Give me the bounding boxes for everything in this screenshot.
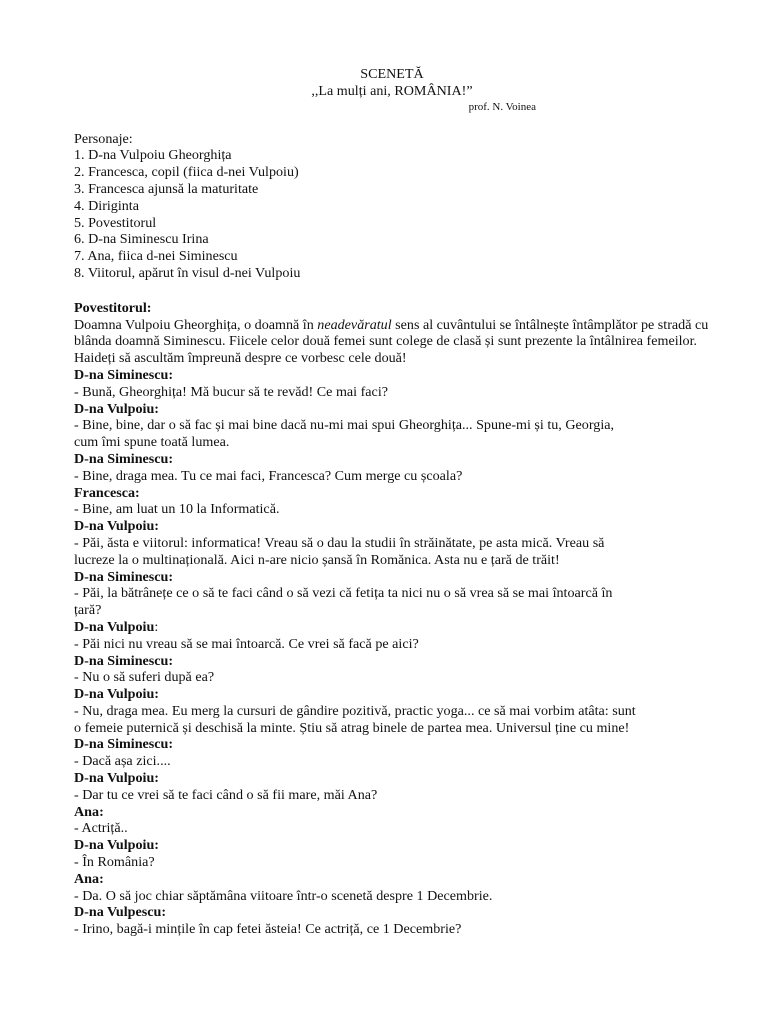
character-item: 6. D-na Siminescu Irina (74, 231, 209, 248)
speaker-label: D-na Vulpoiu: (74, 518, 159, 535)
dialogue-line: - În România? (74, 854, 155, 871)
speaker-label: Povestitorul: (74, 299, 152, 316)
character-item: 5. Povestitorul (74, 214, 157, 231)
dialogue-line: - Păi nici nu vreau să se mai întoarcă. Ce vrei să facă pe aici? (74, 635, 419, 652)
dialogue-line: - Nu o să suferi după ea? (74, 669, 215, 686)
speaker-label: D-na Siminescu: (74, 652, 174, 669)
speaker-label: D-na Siminescu: (74, 736, 174, 753)
character-item: 1. D-na Vulpoiu Gheorghița (74, 147, 232, 164)
intro-text: Doamna Vulpoiu Gheorghița, o doamnă în (74, 316, 318, 333)
title-block (80, 66, 704, 100)
speaker-label: D-na Vulpoiu: (74, 400, 159, 417)
dialogue-line: - Da. O să joc chiar săptămâna viitoare într-o scenetă despre 1 Decembrie. (74, 887, 493, 904)
spacer (74, 114, 704, 131)
document-subtitle: ,,La mulți ani, ROMÂNIA!” (311, 82, 473, 99)
dialogue-line: - Bine, am luat un 10 la Informatică. (74, 501, 280, 518)
dialogue-line: o femeie puternică și deschisă la minte. Știu să atrag binele de partea mea. Universul ține cu mine! (74, 719, 630, 736)
speaker-label: D-na Siminescu: (74, 366, 174, 383)
speaker-label: D-na Vulpoiu (74, 618, 155, 635)
character-item: 8. Viitorul, apărut în visul d-nei Vulpoiu (74, 264, 301, 281)
dialogue-line: cum îmi spune toată lumea. (74, 434, 230, 451)
dialogue-line: - Păi, ăsta e viitorul: informatica! Vreau să o dau la studii în străinătate, pe asta mică. Vreau să (74, 534, 605, 551)
dialogue-line: - Păi, la bătrânețe ce o să te faci când o să vezi că fetița ta nici nu o să vrea să se mai întoarcă în (74, 585, 613, 602)
document-author: prof. N. Voinea (468, 100, 536, 113)
dialogue-line: lucreze la o multinațională. Aici n-are nicio șansă în Romănica. Asta nu e țară de trăit! (74, 551, 560, 568)
character-item: 4. Diriginta (74, 197, 139, 214)
dialogue-line: - Dacă așa zici.... (74, 753, 171, 770)
dialogue-line: țară? (74, 602, 102, 619)
speaker-label-row (74, 619, 704, 636)
speaker-label: D-na Siminescu: (74, 568, 174, 585)
dialogue-line: - Bine, bine, dar o să fac și mai bine dacă nu-mi mai spui Gheorghița... Spune-mi și tu, Georgia, (74, 417, 615, 434)
characters-heading: Personaje: (74, 130, 133, 147)
speaker-label: D-na Vulpoiu: (74, 770, 159, 787)
document-title: SCENETĂ (360, 66, 424, 82)
document-page (74, 66, 709, 938)
speaker-label: D-na Vulpescu: (74, 904, 167, 921)
character-item: 2. Francesca, copil (fiica d-nei Vulpoiu) (74, 164, 299, 181)
dialogue (74, 367, 704, 938)
speaker-label: Ana: (74, 870, 104, 887)
dialogue-line: - Irino, bagă-i mințile în cap fetei ăsteia! Ce actriță, ce 1 Decembrie? (74, 921, 462, 938)
character-item: 7. Ana, fiica d-nei Siminescu (74, 248, 238, 265)
dialogue-line: - Dar tu ce vrei să te faci când o să fii mare, măi Ana? (74, 786, 378, 803)
intro-text: sens al cuvântului se întâlnește întâmplător pe stradă cu blânda doamnă Siminescu. Fiicele celor două femei sunt colege de clasă și sunt prezente la întâlnirea femeilor. Haideți să ascultăm împreună despre ce vorbesc cele două! (74, 316, 709, 367)
speaker-label: Francesca: (74, 484, 140, 501)
narrator-intro (74, 317, 714, 367)
dialogue-line: - Actriță.. (74, 820, 128, 837)
dialogue-line: - Bine, draga mea. Tu ce mai faci, Francesca? Cum merge cu școala? (74, 467, 463, 484)
speaker-label: D-na Vulpoiu: (74, 686, 159, 703)
speaker-label: D-na Vulpoiu: (74, 837, 159, 854)
character-item: 3. Francesca ajunsă la maturitate (74, 180, 259, 197)
spacer (74, 282, 704, 300)
speaker-label: Ana: (74, 803, 104, 820)
speaker-colon: : (154, 618, 159, 635)
dialogue-line: - Nu, draga mea. Eu merg la cursuri de gândire pozitivă, practic yoga... ce să mai vorbim atâta: sunt (74, 702, 636, 719)
intro-emphasis: neadevăratul (317, 316, 392, 333)
speaker-label: D-na Siminescu: (74, 450, 174, 467)
dialogue-line: - Bună, Gheorghița! Mă bucur să te revăd! Ce mai faci? (74, 383, 388, 400)
characters-list (74, 131, 704, 282)
